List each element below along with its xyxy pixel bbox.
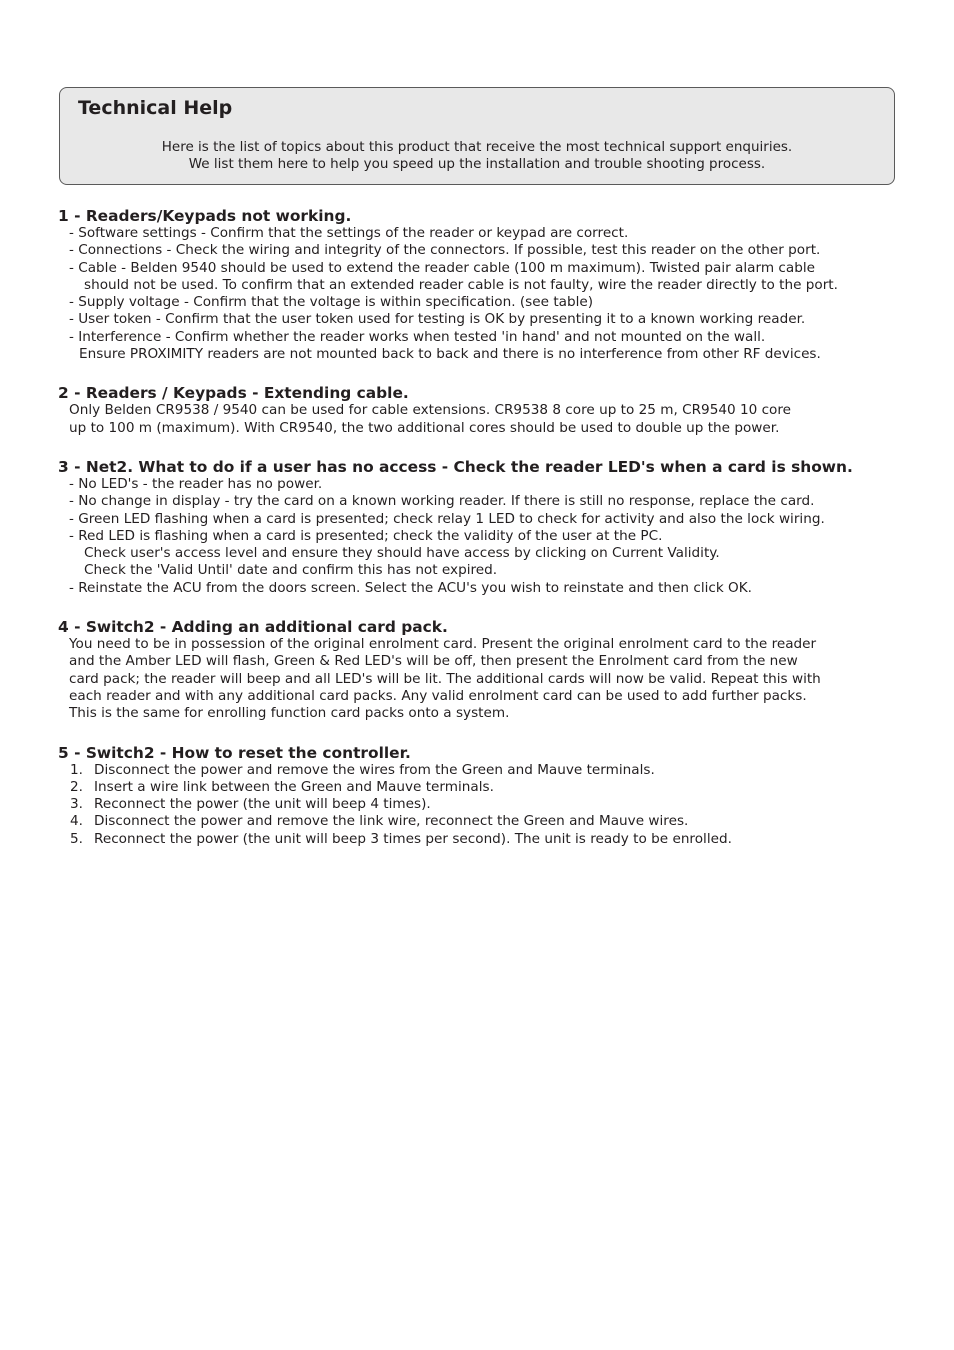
step-number: 4. [70, 813, 83, 830]
section-title: 3 - Net2. What to do if a user has no access - Check the reader LED's when a card is shown. [58, 457, 853, 476]
help-section-5 [58, 744, 918, 848]
step-text: Reconnect the power (the unit will beep 4 times). [94, 796, 431, 813]
intro-line: We list them here to help you speed up the installation and trouble shooting process. [188, 156, 766, 173]
page-title: Technical Help [78, 97, 233, 119]
numbered-step [58, 813, 918, 830]
section-line: and the Amber LED will flash, Green & Red LED's will be off, then present the Enrolment card from the new [69, 653, 798, 670]
section-line: - Red LED is flashing when a card is presented; check the validity of the user at the PC. [69, 527, 663, 544]
step-number: 1. [70, 761, 83, 778]
section-line: - No LED's - the reader has no power. [69, 475, 323, 492]
step-number: 2. [70, 778, 83, 795]
section-line: card pack; the reader will beep and all LED's will be lit. The additional cards will now be valid. Repeat this with [69, 670, 821, 687]
section-line: - No change in display - try the card on a known working reader. If there is still no response, replace the card. [69, 493, 815, 510]
numbered-step [58, 796, 918, 813]
numbered-step [58, 831, 918, 848]
section-line: - Interference - Confirm whether the reader works when tested 'in hand' and not mounted on the wall. [69, 328, 766, 345]
step-number: 3. [70, 796, 83, 813]
section-line: - Cable - Belden 9540 should be used to extend the reader cable (100 m maximum). Twisted pair alarm cable [69, 259, 815, 276]
section-title: 5 - Switch2 - How to reset the controller. [58, 743, 411, 762]
section-line: - Software settings - Confirm that the settings of the reader or keypad are correct. [69, 225, 629, 241]
section-line: This is the same for enrolling function card packs onto a system. [69, 705, 510, 722]
help-section-3 [58, 458, 918, 597]
section-line: Ensure PROXIMITY readers are not mounted back to back and there is no interference from other RF devices. [79, 346, 821, 363]
section-line: Check user's access level and ensure they should have access by clicking on Current Validity. [84, 545, 720, 562]
help-section-2 [58, 384, 918, 437]
help-section-4 [58, 618, 918, 722]
section-line: You need to be in possession of the original enrolment card. Present the original enrolment card to the reader [69, 636, 817, 653]
section-title: 1 - Readers/Keypads not working. [58, 207, 352, 225]
section-line: - Supply voltage - Confirm that the voltage is within specification. (see table) [69, 294, 594, 311]
intro-text [60, 139, 894, 174]
section-line: - Green LED flashing when a card is presented; check relay 1 LED to check for activity and also the lock wiring. [69, 510, 825, 527]
numbered-step [58, 762, 918, 779]
step-text: Reconnect the power (the unit will beep 3 times per second). The unit is ready to be enrolled. [94, 830, 732, 847]
step-text: Insert a wire link between the Green and Mauve terminals. [94, 778, 494, 795]
section-line: Only Belden CR9538 / 9540 can be used for cable extensions. CR9538 8 core up to 25 m, CR9540 10 core [69, 402, 792, 419]
section-line: Check the 'Valid Until' date and confirm this has not expired. [84, 562, 498, 579]
section-line: should not be used. To confirm that an extended reader cable is not faulty, wire the reader directly to the port. [84, 276, 838, 293]
section-line: up to 100 m (maximum). With CR9540, the two additional cores should be used to double up the power. [69, 419, 780, 436]
help-topics [58, 207, 918, 848]
technical-help-box [59, 87, 895, 185]
section-line: - Connections - Check the wiring and integrity of the connectors. If possible, test this reader on the other port. [69, 242, 821, 259]
step-number: 5. [70, 830, 83, 847]
section-title: 2 - Readers / Keypads - Extending cable. [58, 384, 409, 403]
section-line: - Reinstate the ACU from the doors screen. Select the ACU's you wish to reinstate and then click OK. [69, 579, 752, 596]
help-section-1 [58, 207, 918, 363]
section-title: 4 - Switch2 - Adding an additional card pack. [58, 618, 448, 637]
step-text: Disconnect the power and remove the link wire, reconnect the Green and Mauve wires. [94, 813, 689, 830]
intro-line: Here is the list of topics about this product that receive the most technical support enquiries. [161, 139, 793, 155]
section-line: - User token - Confirm that the user token used for testing is OK by presenting it to a known working reader. [69, 311, 806, 328]
numbered-step [58, 779, 918, 796]
section-line: each reader and with any additional card packs. Any valid enrolment card can be used to add further packs. [69, 687, 807, 704]
step-text: Disconnect the power and remove the wires from the Green and Mauve terminals. [94, 761, 655, 778]
